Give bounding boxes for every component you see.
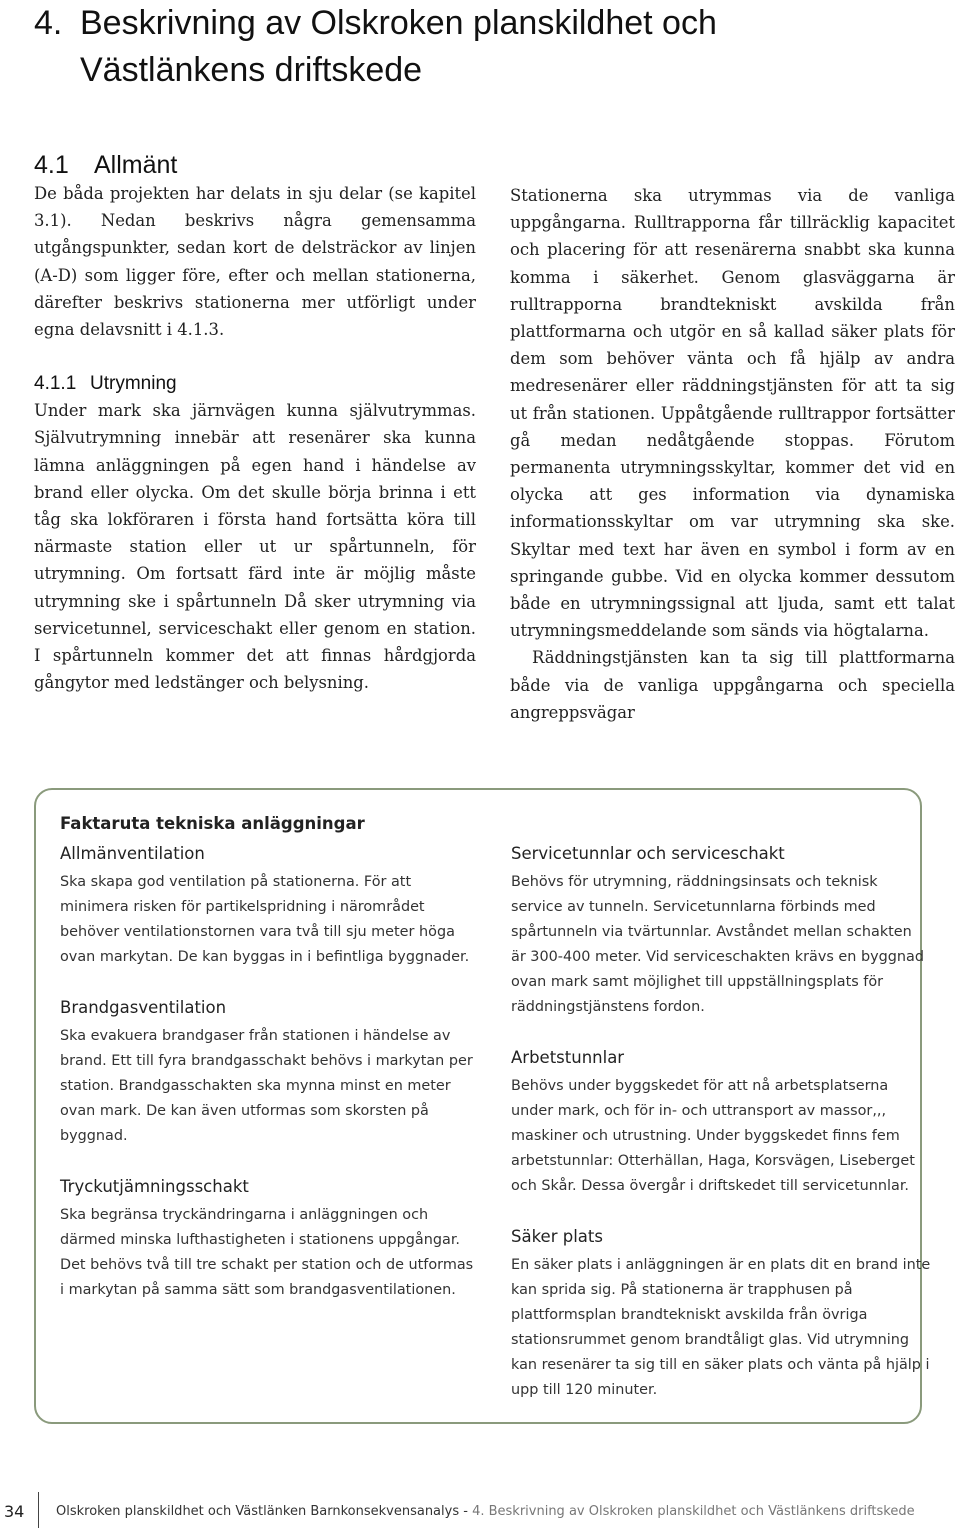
- factbox-text: Behövs för utrymning, räddningsinsats och teknisk service av tunneln. Servicetunnlarna förbinds med spårtunneln via tvärtunnlar. Avståndet mellan schakten är 300-400 meter. Vid serviceschakten krävs en byggnad ovan mark samt möjlighet till uppställningsplats för räddningstjänstens fordon.: [511, 874, 924, 1015]
- subsection-paragraph: Under mark ska järnvägen kunna självutrymmas. Självutrymning innebär att resenärer ska kunna lämna anläggningen på egen hand i händelse av brand eller olycka. Om det skulle börja brinna i ett tåg ska lokföraren i första hand fortsätta köra till närmaste station eller ut ur spårtunneln, för utrymning. Om fortsatt färd inte är möjlig måste utrymning ske i spårtunneln Då sker utrymning via servicetunnel, serviceschakt eller genom en station. I spårtunneln kommer det att finnas hårdgjorda gångytor med ledstänger och belysning.: [34, 401, 476, 693]
- factbox-left-column: [60, 842, 480, 1329]
- factbox-heading: Servicetunnlar och serviceschakt: [511, 844, 785, 863]
- right-paragraph-2: Räddningstjänsten kan ta sig till plattformarna både via de vanliga uppgångarna och speciella angreppsvägar: [510, 648, 955, 722]
- factbox-right-column: [511, 842, 931, 1429]
- factbox: [34, 788, 931, 1424]
- section-title: Allmänt: [94, 151, 178, 179]
- section-heading: [34, 150, 476, 180]
- factbox-heading: Brandgasventilation: [60, 998, 227, 1017]
- section-paragraph: De båda projekten har delats in sju delar (se kapitel 3.1). Nedan beskrivs några gemensamma utgångspunkter, sedan kort de delsträckor av linjen (A-D) som ligger före, efter och mellan stationerna, därefter beskrivs stationerna mer utförligt under egna delavsnitt i 4.1.3.: [34, 184, 476, 340]
- footer-chapter-ref: 4. Beskrivning av Olskroken planskildhet och Västlänkens driftskede: [472, 1504, 915, 1519]
- factbox-text: Ska evakuera brandgaser från stationen i händelse av brand. Ett till fyra brandgasschakt behövs i markytan per station. Brandgasschakten ska mynna minst en meter ovan mark. De kan även utformas som skorsten på byggnad.: [60, 1028, 473, 1144]
- subsection-heading: [34, 371, 476, 397]
- factbox-heading: Allmänventilation: [60, 844, 205, 863]
- factbox-text: Ska skapa god ventilation på stationerna. För att minimera risken för partikelspridning i närområdet behöver ventilationstornen vara två till sju meter höga ovan markytan. De kan byggas in i befintliga byggnader.: [60, 874, 470, 965]
- section-number: 4.1: [34, 151, 69, 179]
- factbox-text: Ska begränsa tryckändringarna i anläggningen och därmed minska lufthastigheten i stationens uppgångar. Det behövs två till tre schakt per station och de utformas i markytan på samma sätt som brandgasventilationen.: [60, 1207, 474, 1298]
- factbox-title: Faktaruta tekniska anläggningar: [60, 814, 365, 833]
- page-number: 34: [4, 1502, 25, 1521]
- footer-divider: [38, 1492, 39, 1528]
- factbox-heading: Arbetstunnlar: [511, 1048, 625, 1067]
- right-column: [510, 182, 955, 726]
- left-column: [34, 150, 476, 696]
- subsection-title: Utrymning: [90, 373, 177, 395]
- factbox-heading: Tryckutjämningsschakt: [60, 1177, 249, 1196]
- page-footer: [0, 1492, 960, 1528]
- subsection-number: 4.1.1: [34, 373, 77, 395]
- footer-text: [56, 1504, 915, 1519]
- chapter-title: [34, 0, 934, 94]
- factbox-text: Behövs under byggskedet för att nå arbetsplatserna under mark, och för in- och uttransport av massor,,, maskiner och utrustning. Under byggskedet finns fem arbetstunnlar: Otterhällan, Haga, Korsvägen, Liseberget och Skår. Dessa övergår i driftskedet till servicetunnlar.: [511, 1078, 915, 1194]
- chapter-title-line1: Beskrivning av Olskroken planskildhet och: [80, 4, 717, 42]
- factbox-heading: Säker plats: [511, 1227, 603, 1246]
- chapter-number: 4.: [34, 4, 63, 42]
- footer-document-title: Olskroken planskildhet och Västlänken Barnkonsekvensanalys -: [56, 1504, 473, 1519]
- right-paragraph-1: Stationerna ska utrymmas via de vanliga uppgångarna. Rulltrapporna får tillräcklig kapacitet och placering för att resenärerna snabbt ska kunna komma i säkerhet. Genom glasväggarna är rulltrapporna brandtekniskt avskilda från plattformarna och utgör en så kallad säker plats för dem som behöver vänta och få hjälp av andra medresenärer eller räddningstjänsten för att ta sig ut från stationen. Uppåtgående rulltrappor fortsätter gå medan nedåtgående stoppas. Förutom permanenta utrymningsskyltar, kommer det vid en olycka att ges information via dynamiska informationsskyltar om var utrymning ska ske. Skyltar med text har även en symbol i form av en springande gubbe. Vid en olycka kommer dessutom både en utrymningssignal att ljuda, samt ett talat utrymningsmeddelande som sänds via högtalarna.: [510, 186, 955, 641]
- factbox-text: En säker plats i anläggningen är en plats dit en brand inte kan sprida sig. På stationerna är trapphusen på plattformsplan brandtekniskt avskilda från övriga stationsrummet genom brandtåligt glas. Vid utrymning kan resenärer ta sig till en säker plats och vänta på hjälp i upp till 120 minuter.: [511, 1257, 931, 1398]
- chapter-title-line2: Västlänkens driftskede: [80, 51, 423, 89]
